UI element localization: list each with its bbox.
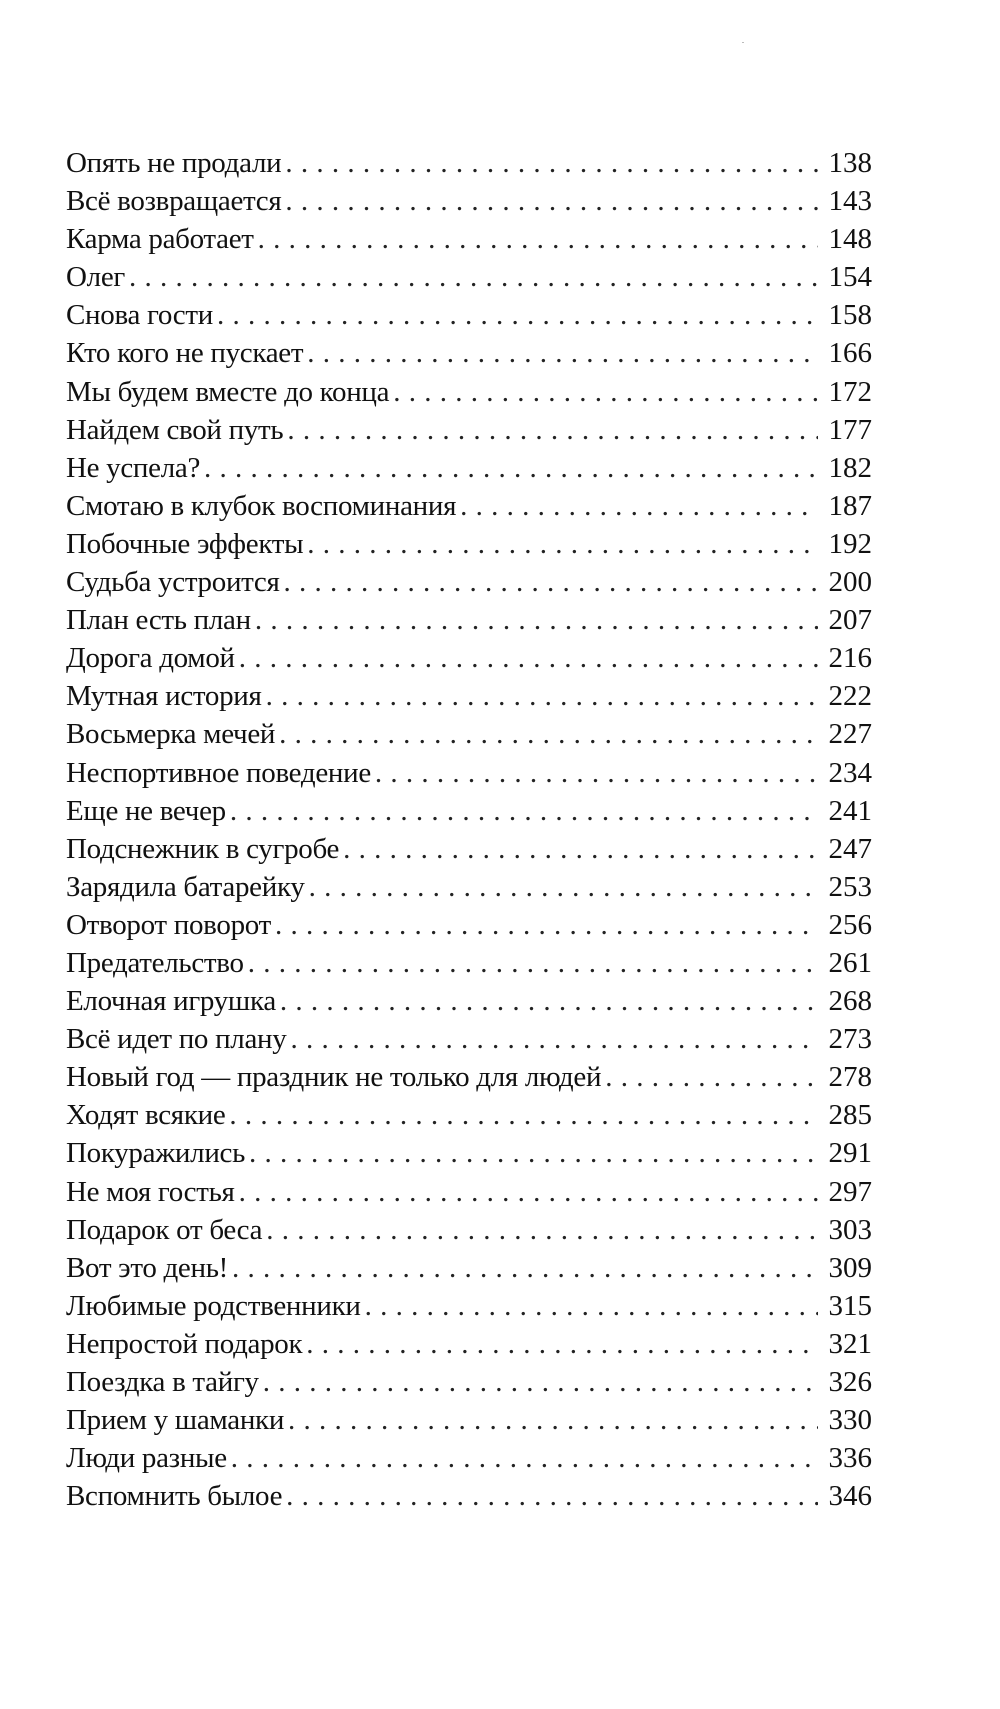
entry-page-number: 200 <box>828 566 872 599</box>
dot-leader <box>343 830 818 868</box>
entry-page-number: 234 <box>828 756 872 789</box>
entry-page-number: 285 <box>828 1099 872 1132</box>
entry-page-number: 336 <box>828 1442 872 1475</box>
dot-leader <box>249 1134 818 1172</box>
entry-title: Всё идет по плану <box>66 1023 287 1056</box>
entry-title: Мы будем вместе до конца <box>66 375 390 408</box>
entry-title: Всё возвращается <box>66 185 282 218</box>
entry-title: Не успела? <box>66 451 201 484</box>
dot-leader <box>288 1401 818 1439</box>
entry-title: Новый год — праздник не только для людей <box>66 1061 602 1094</box>
entry-title: Опять не продали <box>66 147 282 179</box>
entry-page-number: 182 <box>828 451 872 484</box>
entry-title: Покуражились <box>66 1137 246 1170</box>
entry-page-number: 273 <box>828 1023 872 1056</box>
entry-title: Непростой подарок <box>66 1327 303 1360</box>
toc-entry[interactable] <box>66 1134 872 1172</box>
dot-leader <box>129 258 818 296</box>
dot-leader <box>286 1477 818 1515</box>
toc-entry[interactable] <box>66 144 872 182</box>
toc-entry[interactable] <box>66 1401 872 1439</box>
entry-title: Поездка в тайгу <box>66 1366 259 1398</box>
entry-page-number: 247 <box>828 832 872 865</box>
entry-title: Побочные эффекты <box>66 527 304 560</box>
entry-title: План есть план <box>66 604 251 637</box>
entry-title: Подснежник в сугробе <box>66 832 340 865</box>
entry-title: Найдем свой путь <box>66 413 284 446</box>
entry-page-number: 158 <box>828 299 872 332</box>
entry-title: Вспомнить былое <box>66 1480 283 1513</box>
entry-page-number: 330 <box>828 1404 872 1437</box>
dot-leader <box>309 868 818 906</box>
entry-page-number: 138 <box>828 147 872 179</box>
table-of-contents <box>66 144 872 1515</box>
toc-entry[interactable] <box>66 296 872 334</box>
toc-entry[interactable] <box>66 1249 872 1287</box>
toc-entry[interactable] <box>66 1477 872 1515</box>
entry-page-number: 148 <box>828 223 872 256</box>
entry-page-number: 207 <box>828 604 872 637</box>
dot-leader <box>393 373 818 411</box>
toc-entry[interactable] <box>66 373 872 411</box>
entry-page-number: 256 <box>828 908 872 941</box>
dot-leader <box>290 1020 818 1058</box>
dot-leader <box>275 906 818 944</box>
dot-leader <box>284 563 818 601</box>
dot-leader <box>307 525 818 563</box>
entry-page-number: 177 <box>828 413 872 446</box>
entry-title: Не моя гостья <box>66 1175 235 1208</box>
scan-speck <box>742 42 744 43</box>
dot-leader <box>230 792 818 830</box>
dot-leader <box>258 220 818 258</box>
entry-page-number: 192 <box>828 527 872 560</box>
entry-page-number: 309 <box>828 1251 872 1284</box>
dot-leader <box>239 639 818 677</box>
toc-entry[interactable] <box>66 411 872 449</box>
entry-page-number: 166 <box>828 337 872 370</box>
toc-entry[interactable] <box>66 1363 872 1401</box>
entry-page-number: 172 <box>828 375 872 408</box>
entry-page-number: 321 <box>828 1327 872 1360</box>
toc-entry[interactable] <box>66 982 872 1020</box>
entry-title: Неспортивное поведение <box>66 756 371 789</box>
entry-title: Ходят всякие <box>66 1099 226 1132</box>
entry-page-number: 315 <box>828 1289 872 1322</box>
toc-entry[interactable] <box>66 525 872 563</box>
dot-leader <box>306 1325 818 1363</box>
dot-leader <box>285 144 818 182</box>
toc-entry[interactable] <box>66 449 872 487</box>
toc-entry[interactable] <box>66 1058 872 1096</box>
toc-entry[interactable] <box>66 1020 872 1058</box>
entry-page-number: 278 <box>828 1061 872 1094</box>
dot-leader <box>460 487 818 525</box>
entry-page-number: 261 <box>828 946 872 979</box>
toc-entry[interactable] <box>66 1211 872 1249</box>
entry-title: Олег <box>66 261 125 294</box>
toc-entry[interactable] <box>66 754 872 792</box>
entry-title: Предательство <box>66 946 244 979</box>
dot-leader <box>279 715 818 753</box>
entry-page-number: 154 <box>828 261 872 294</box>
dot-leader <box>266 1211 818 1249</box>
entry-page-number: 227 <box>828 718 872 751</box>
toc-entry[interactable] <box>66 677 872 715</box>
dot-leader <box>605 1058 818 1096</box>
dot-leader <box>263 1363 818 1401</box>
entry-page-number: 303 <box>828 1213 872 1246</box>
toc-entry[interactable] <box>66 792 872 830</box>
entry-title: Подарок от беса <box>66 1213 263 1246</box>
dot-leader <box>266 677 818 715</box>
toc-entry[interactable] <box>66 715 872 753</box>
toc-entry[interactable] <box>66 906 872 944</box>
entry-title: Люди разные <box>66 1442 227 1475</box>
entry-title: Снова гости <box>66 299 213 332</box>
toc-entry[interactable] <box>66 1173 872 1211</box>
dot-leader <box>255 601 818 639</box>
toc-entry[interactable] <box>66 1439 872 1477</box>
dot-leader <box>231 1439 818 1477</box>
toc-entry[interactable] <box>66 487 872 525</box>
dot-leader <box>285 182 818 220</box>
entry-title: Судьба устроится <box>66 566 280 599</box>
toc-entry[interactable] <box>66 1325 872 1363</box>
entry-page-number: 297 <box>828 1175 872 1208</box>
dot-leader <box>307 334 818 372</box>
entry-title: Еще не вечер <box>66 794 226 827</box>
entry-title: Смотаю в клубок воспоминания <box>66 489 457 522</box>
entry-page-number: 222 <box>828 680 872 713</box>
dot-leader <box>239 1173 818 1211</box>
toc-entry[interactable] <box>66 258 872 296</box>
dot-leader <box>248 944 818 982</box>
dot-leader <box>204 449 818 487</box>
toc-entry[interactable] <box>66 639 872 677</box>
entry-page-number: 326 <box>828 1366 872 1398</box>
entry-title: Отворот поворот <box>66 908 271 941</box>
toc-entry[interactable] <box>66 944 872 982</box>
entry-page-number: 187 <box>828 489 872 522</box>
toc-entry[interactable] <box>66 182 872 220</box>
entry-title: Карма работает <box>66 223 254 256</box>
entry-title: Дорога домой <box>66 642 235 675</box>
entry-title: Зарядила батарейку <box>66 870 305 903</box>
dot-leader <box>229 1096 818 1134</box>
toc-entry[interactable] <box>66 601 872 639</box>
toc-entry[interactable] <box>66 830 872 868</box>
entry-page-number: 241 <box>828 794 872 827</box>
dot-leader <box>232 1249 818 1287</box>
entry-page-number: 268 <box>828 985 872 1018</box>
entry-title: Восьмерка мечей <box>66 718 276 751</box>
dot-leader <box>280 982 818 1020</box>
entry-title: Мутная история <box>66 680 262 713</box>
toc-entry[interactable] <box>66 1287 872 1325</box>
dot-leader <box>365 1287 818 1325</box>
toc-entry[interactable] <box>66 868 872 906</box>
entry-page-number: 253 <box>828 870 872 903</box>
entry-title: Кто кого не пускает <box>66 337 304 370</box>
entry-title: Елочная игрушка <box>66 985 276 1018</box>
toc-entry[interactable] <box>66 563 872 601</box>
entry-title: Вот это день! <box>66 1251 229 1284</box>
dot-leader <box>287 411 818 449</box>
entry-title: Любимые родственники <box>66 1289 361 1322</box>
toc-entry[interactable] <box>66 220 872 258</box>
dot-leader <box>375 754 818 792</box>
entry-title: Прием у шаманки <box>66 1404 285 1437</box>
toc-entry[interactable] <box>66 334 872 372</box>
entry-page-number: 143 <box>828 185 872 218</box>
entry-page-number: 291 <box>828 1137 872 1170</box>
dot-leader <box>217 296 818 334</box>
entry-page-number: 216 <box>828 642 872 675</box>
toc-entry[interactable] <box>66 1096 872 1134</box>
entry-page-number: 346 <box>828 1480 872 1513</box>
